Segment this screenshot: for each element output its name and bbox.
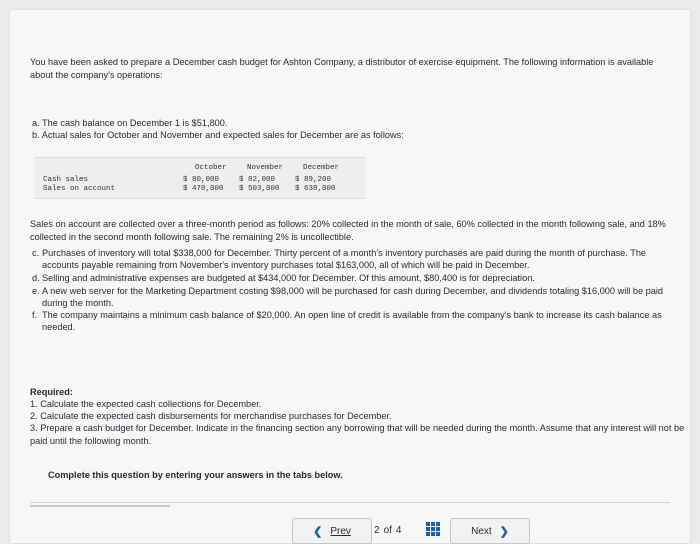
- question-page: [10, 10, 690, 543]
- col-header-october: October: [195, 164, 227, 172]
- required-line-3: 3. Prepare a cash budget for December. Indicate in the financing section any borrowing that will be needed during the month. Assume that any interest will not be paid until the following month.: [30, 423, 685, 446]
- given-a: a. The cash balance on December 1 is $51,800.: [32, 118, 228, 128]
- page-indicator: [374, 516, 401, 544]
- cell-cash-oct: $ 80,000: [183, 176, 220, 184]
- col-header-november: November: [247, 164, 284, 172]
- intro-text: You have been asked to prepare a December cash budget for Ashton Company, a distributor of exercise equipment. The following information is available about the company's operations:: [30, 57, 654, 80]
- next-label: Next: [471, 525, 492, 537]
- cell-account-nov: $ 503,000: [239, 185, 280, 193]
- grid-icon[interactable]: [426, 522, 440, 536]
- chevron-right-icon: ❯: [499, 525, 509, 538]
- row-label-cash-sales: Cash sales: [43, 176, 89, 184]
- cell-cash-dec: $ 89,200: [295, 176, 332, 184]
- col-header-december: December: [303, 164, 340, 172]
- sales-table: [35, 157, 365, 199]
- required-title: Required:: [30, 387, 73, 397]
- row-label-sales-on-account: Sales on account: [43, 185, 116, 193]
- collections-text: Sales on account are collected over a three-month period as follows: 20% collected in the month of sale, 60% collected in the month following sale, and 18% collected in the second month following sale. The remaining 2% is uncollectible.: [30, 219, 666, 242]
- complete-instruction: Complete this question by entering your answers in the tabs below.: [48, 470, 343, 480]
- cell-cash-nov: $ 82,000: [239, 176, 276, 184]
- prev-label: Prev: [330, 525, 351, 537]
- chevron-left-icon: ❮: [313, 525, 323, 538]
- cell-account-oct: $ 470,000: [183, 185, 224, 193]
- divider-accent: [30, 505, 170, 507]
- info-list: [32, 247, 682, 333]
- required-line-2: 2. Calculate the expected cash disbursements for merchandise purchases for December.: [30, 411, 392, 421]
- prev-button[interactable]: [292, 518, 372, 544]
- next-button[interactable]: [450, 518, 530, 544]
- page-of: of: [383, 524, 392, 536]
- current-page: 2: [374, 524, 380, 536]
- given-b: b. Actual sales for October and November and expected sales for December are as follows:: [32, 130, 404, 140]
- total-pages: 4: [395, 524, 402, 536]
- required-line-1: 1. Calculate the expected cash collections for December.: [30, 399, 262, 409]
- list-item: e. A new web server for the Marketing Department costing $98,000 will be purchased for cash during December, and dividends totaling $16,000 will be paid during the month.: [32, 285, 664, 308]
- cell-account-dec: $ 638,000: [295, 185, 336, 193]
- list-item: c. Purchases of inventory will total $338,000 for December. Thirty percent of a month's inventory purchases are paid during the month of purchase. The accounts payable remaining from November's inventory purchases total $163,000, all of which will be paid in December.: [32, 248, 647, 271]
- list-item: d. Selling and administrative expenses are budgeted at $434,000 for December. Of this amount, $80,400 is for depreciation.: [32, 273, 535, 284]
- divider: [30, 502, 670, 503]
- list-item: f. The company maintains a minimum cash balance of $20,000. An open line of credit is available from the company's bank to increase its cash balance as needed.: [32, 310, 662, 333]
